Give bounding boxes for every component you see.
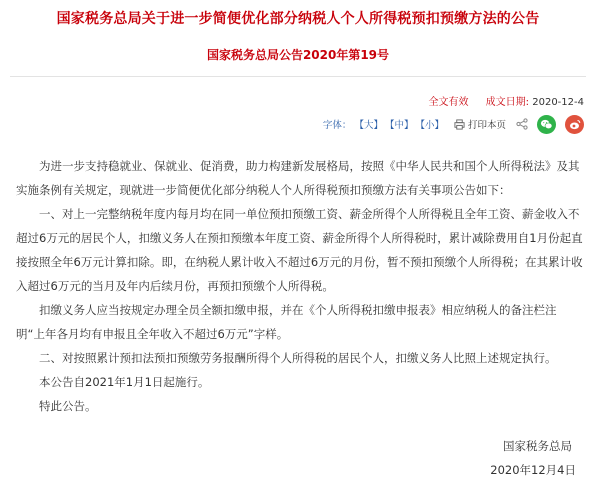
article-toolbar [323, 114, 584, 134]
print-button[interactable] [454, 117, 506, 131]
body-paragraph: 特此公告。 [39, 399, 97, 413]
font-size-label: 字体： [322, 120, 352, 131]
document-number: 国家税务总局公告2020年第19号 [206, 48, 390, 62]
font-size-medium-button[interactable]: 【中】 [384, 120, 414, 131]
signing-organization: 国家税务总局 [503, 439, 572, 453]
weibo-icon [569, 119, 581, 130]
body-paragraph: 二、对按照累计预扣法预扣预缴劳务报酬所得个人所得税的居民个人，扣缴义务人比照上述规定执行。 [39, 351, 557, 365]
body-paragraph: 本公告自2021年1月1日起施行。 [39, 375, 210, 389]
font-size-small-button[interactable]: 【小】 [415, 120, 444, 131]
date-label: 成文日期: [485, 97, 530, 108]
font-size-large-button[interactable]: 【大】 [354, 120, 383, 131]
body-paragraph: 为进一步支持稳就业、保就业、促消费，助力构建新发展格局，按照《中华人民共和国个人所得税法》及其实施条例有关规定，现就进一步简便优化部分纳税人个人所得税预扣预缴方法有关事项公告如下： [16, 159, 580, 197]
weibo-share-button[interactable] [565, 115, 584, 134]
signing-date: 2020年12月4日 [490, 463, 576, 477]
print-label: 打印本页 [467, 120, 506, 131]
document-meta [428, 93, 584, 108]
wechat-icon [540, 119, 553, 130]
body-paragraph: 一、对上一完整纳税年度内每月均在同一单位预扣预缴工资、薪金所得个人所得税且全年工资、薪金收入不超过6万元的居民个人，扣缴义务人在预扣预缴本年度工资、薪金所得个人所得税时，累计减除费用自1月份起直接按照全年6万元计算扣除。即，在纳税人累计收入不超过6万元的月份，暂不预扣预缴个人所得税；在其累计收入超过6万元的当月及年内后续月份，再预扣预缴个人所得税。 [16, 207, 583, 293]
print-icon [454, 119, 465, 130]
share-icon [516, 118, 528, 130]
date-value: 2020-12-4 [532, 97, 584, 108]
article-body [16, 154, 584, 418]
page-title: 国家税务总局关于进一步简便优化部分纳税人个人所得税预扣预缴方法的公告 [56, 11, 540, 27]
wechat-share-button[interactable] [537, 115, 556, 134]
body-paragraph: 扣缴义务人应当按规定办理全员全额扣缴申报，并在《个人所得税扣缴申报表》相应纳税人的备注栏注明“上年各月均有申报且全年收入不超过6万元”字样。 [16, 303, 557, 341]
header-divider [10, 76, 586, 77]
share-button[interactable] [516, 118, 528, 130]
validity-status: 全文有效 [428, 97, 469, 108]
